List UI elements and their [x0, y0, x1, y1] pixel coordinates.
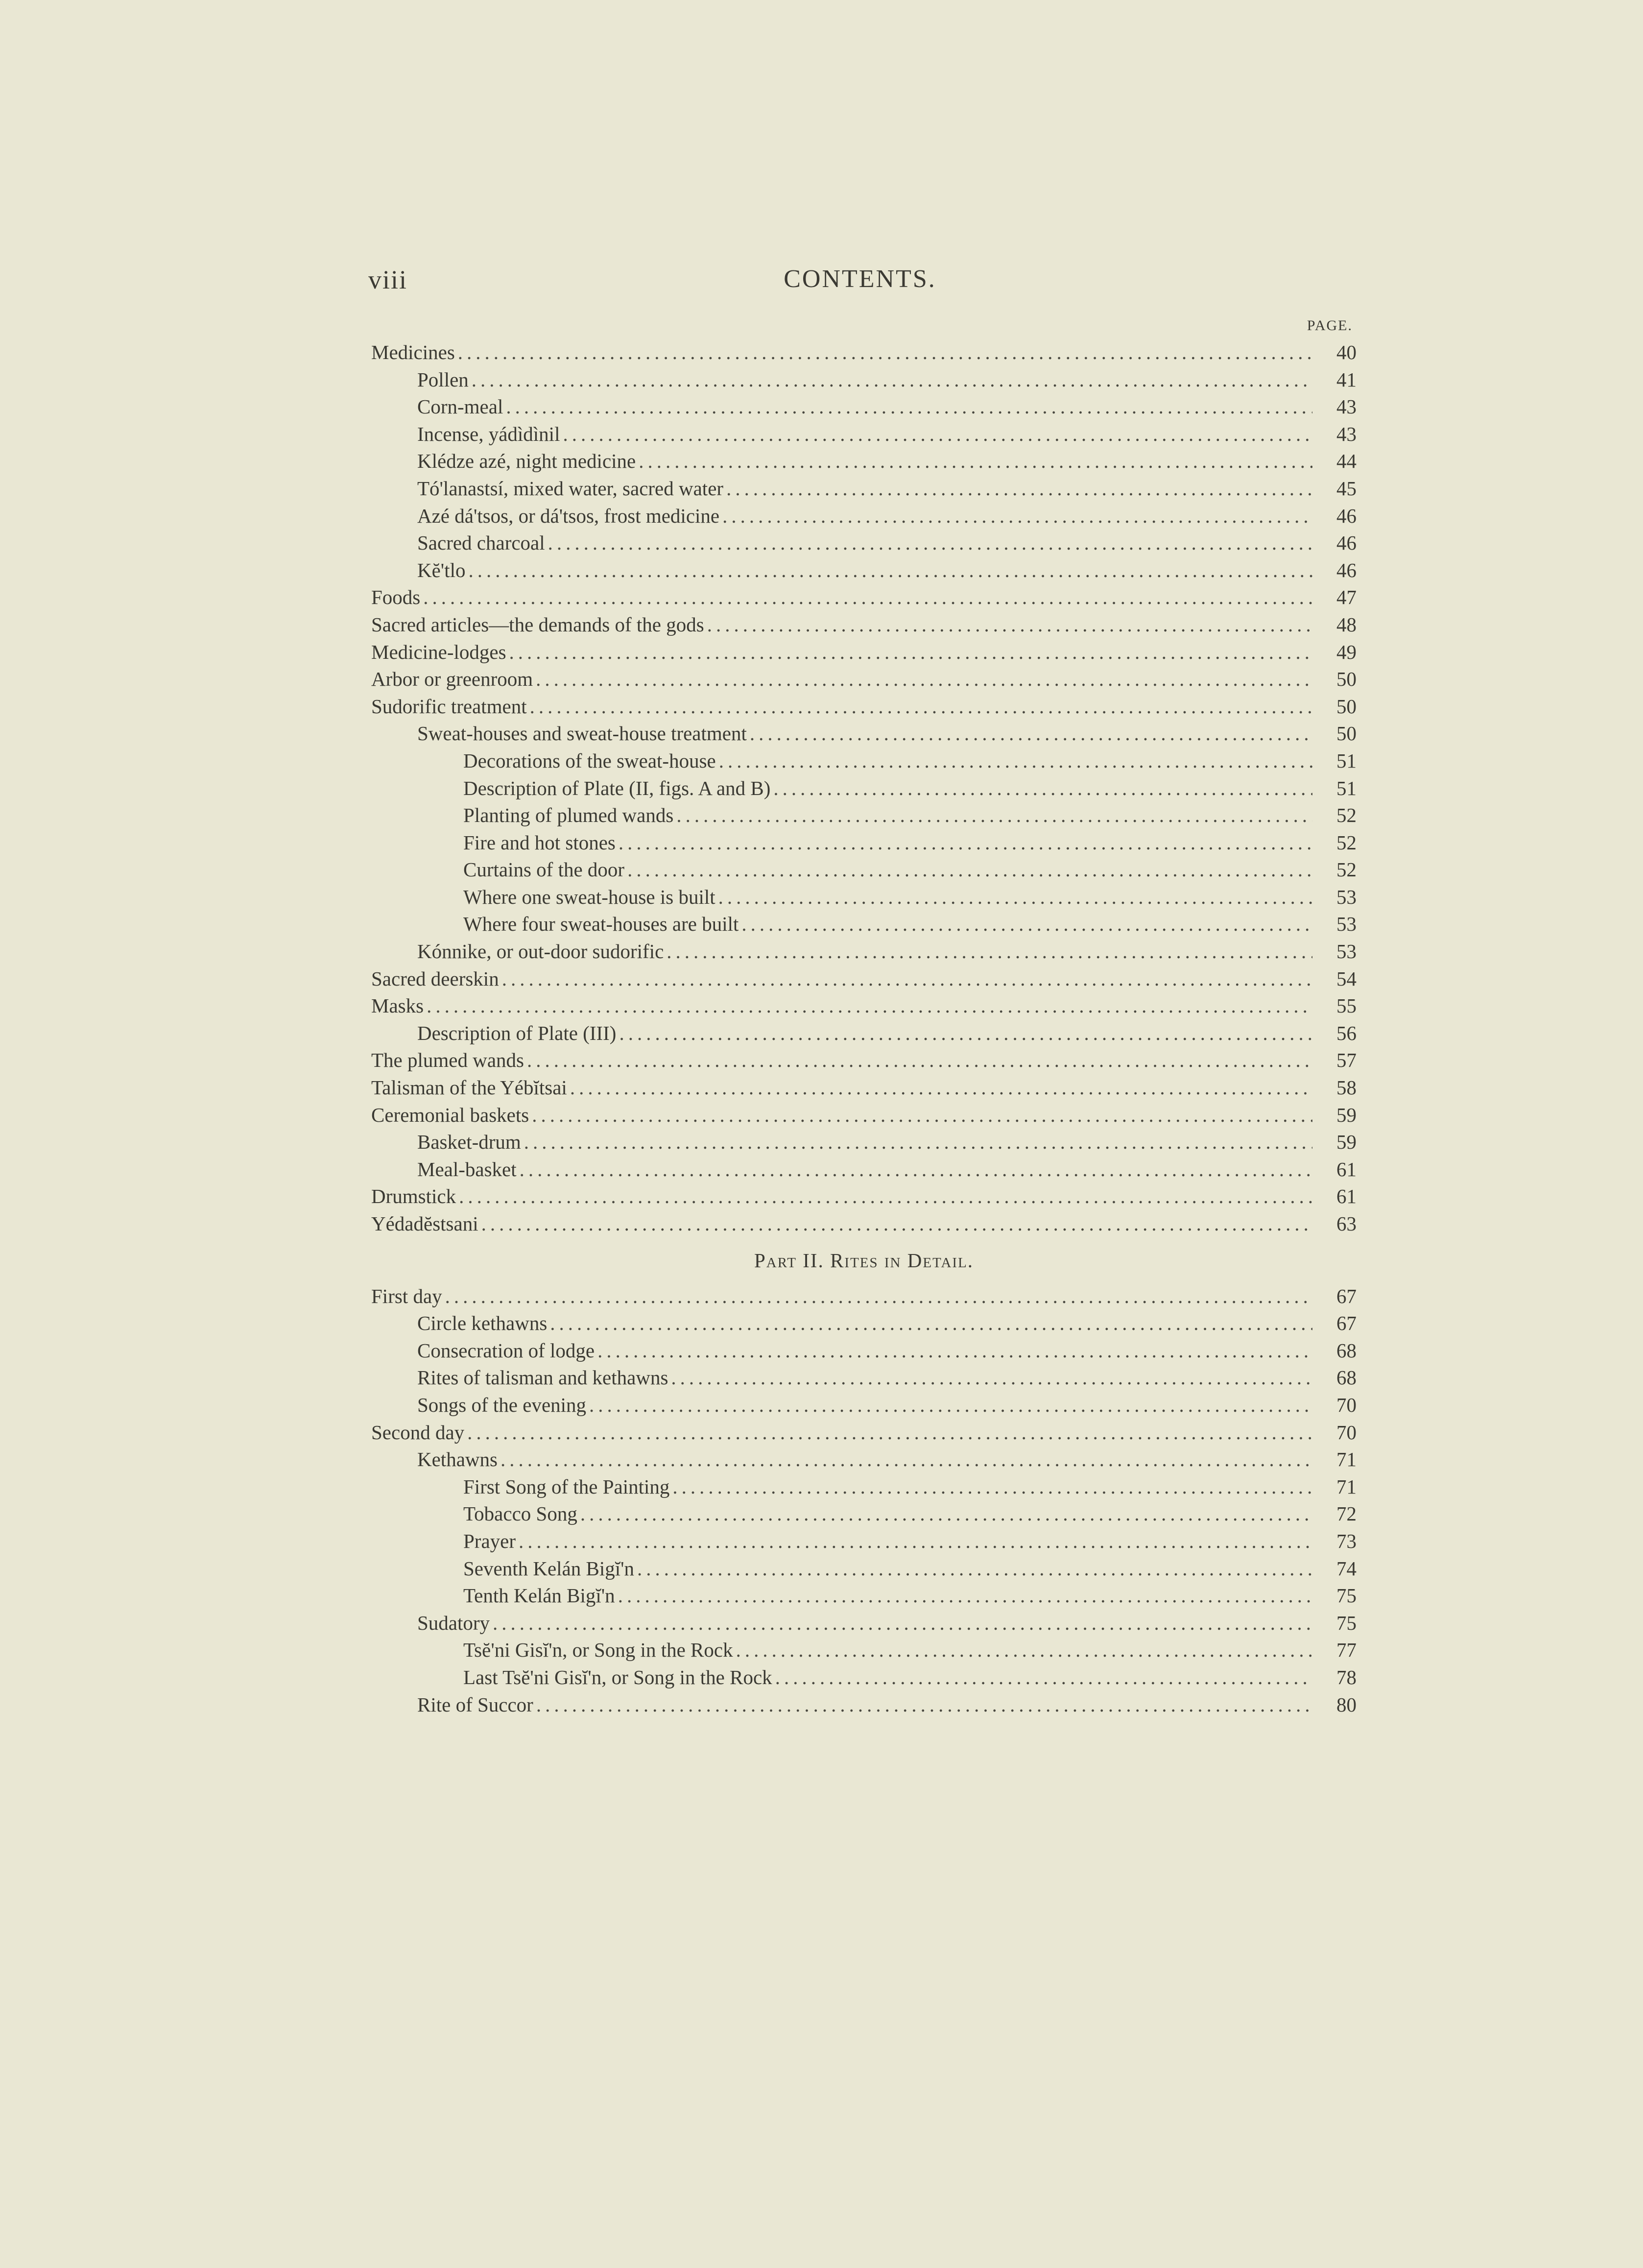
dot-leader [550, 1310, 1312, 1337]
toc-entry-page: 56 [1336, 1021, 1357, 1044]
toc-entry-page: 67 [1336, 1312, 1357, 1335]
dot-leader [519, 1528, 1312, 1555]
part-heading: Part II. Rites in Detail. [754, 1249, 974, 1272]
toc-entry-title-wrap [463, 748, 1312, 775]
toc-entry-page: 46 [1336, 558, 1357, 581]
toc-entry-title-wrap [371, 965, 1312, 993]
toc-entry [371, 693, 1357, 721]
toc-entry-page: 51 [1336, 776, 1357, 799]
toc-entry [371, 339, 1357, 366]
toc-entry-page: 71 [1336, 1475, 1357, 1498]
toc-entry-page: 53 [1336, 885, 1357, 908]
toc-list-part-two [371, 1283, 1357, 1719]
dot-leader [719, 748, 1312, 775]
toc-entry-page: 49 [1336, 640, 1357, 663]
toc-entry-title: Medicines [371, 341, 455, 363]
toc-entry-title: Kĕ'tlo [417, 558, 466, 581]
toc-entry [371, 1392, 1357, 1419]
toc-entry [371, 1637, 1357, 1664]
toc-entry-title: Tsĕ'ni Gisĭ'n, or Song in the Rock [463, 1639, 733, 1662]
toc-entry [371, 1283, 1357, 1310]
toc-entry-title-wrap [371, 1183, 1312, 1210]
toc-entry-title: Kethawns [417, 1448, 498, 1471]
toc-entry-page: 72 [1336, 1502, 1357, 1525]
toc-entry [371, 1500, 1357, 1528]
toc-entry [371, 720, 1357, 748]
toc-entry-page: 67 [1336, 1284, 1357, 1307]
toc-entry-title-wrap [463, 1528, 1312, 1555]
toc-entry-title-wrap [463, 856, 1312, 884]
toc-entry-page: 77 [1336, 1639, 1357, 1662]
toc-entry-title-wrap [417, 1156, 1312, 1183]
toc-entry [371, 611, 1357, 639]
toc-entry-page: 53 [1336, 940, 1357, 963]
toc-entry-title: Sacred charcoal [417, 531, 545, 555]
dot-leader [423, 584, 1312, 611]
toc-entry-title: Medicine-lodges [371, 640, 506, 663]
toc-entry-title-wrap [417, 421, 1312, 448]
dot-leader [750, 720, 1312, 748]
toc-entry-title: Ceremonial baskets [371, 1103, 529, 1126]
toc-entry [371, 503, 1357, 530]
toc-entry-title-wrap [463, 1664, 1312, 1691]
dot-leader [667, 938, 1312, 965]
dot-leader [563, 421, 1312, 448]
toc-entry-title: Description of Plate (II, figs. A and B) [463, 776, 771, 799]
dot-leader [570, 1074, 1312, 1102]
toc-entry-title: Consecration of lodge [417, 1339, 595, 1362]
toc-entry [371, 421, 1357, 448]
toc-entry-title: Rites of talisman and kethawns [417, 1366, 668, 1389]
toc-entry [371, 1310, 1357, 1337]
toc-entry-page: 50 [1336, 722, 1357, 745]
dot-leader [722, 503, 1312, 530]
toc-entry-title: Pollen [417, 368, 469, 391]
toc-entry [371, 557, 1357, 584]
dot-leader [637, 1555, 1312, 1583]
toc-entry-title-wrap [371, 1419, 1312, 1447]
page-header [368, 265, 1352, 299]
toc-entry-title: Seventh Kelán Bigĭ'n [463, 1557, 635, 1580]
dot-leader [481, 1210, 1312, 1238]
toc-entry-page: 61 [1336, 1158, 1357, 1181]
toc-entry-title: Sacred articles—the demands of the gods [371, 613, 704, 636]
toc-entry [371, 884, 1357, 911]
toc-list-part-one [371, 339, 1357, 1238]
toc-entry-title-wrap [463, 1500, 1312, 1528]
toc-entry-title: Rite of Succor [417, 1693, 533, 1716]
toc-entry-title-wrap [417, 1364, 1312, 1392]
toc-entry-title: Drumstick [371, 1185, 456, 1208]
dot-leader [502, 965, 1312, 993]
toc-entry-page: 41 [1336, 368, 1357, 391]
toc-entry-page: 40 [1336, 341, 1357, 363]
dot-leader [500, 1446, 1312, 1473]
toc-entry-title-wrap [371, 666, 1312, 693]
dot-leader [627, 856, 1312, 884]
dot-leader [775, 1664, 1312, 1691]
toc-entry-title: Tenth Kelán Bigĭ'n [463, 1584, 615, 1607]
toc-entry-title: Where four sweat-houses are built [463, 913, 739, 936]
toc-entry [371, 1528, 1357, 1555]
dot-leader [671, 1364, 1312, 1392]
toc-entry-title-wrap [463, 775, 1312, 802]
toc-entry-title-wrap [417, 1310, 1312, 1337]
toc-entry-title: First Song of the Painting [463, 1475, 670, 1498]
toc-entry-page: 68 [1336, 1366, 1357, 1389]
toc-entry-title: Azé dá'tsos, or dá'tsos, frost medicine [417, 504, 720, 527]
toc-entry-title-wrap [371, 1102, 1312, 1129]
toc-entry [371, 775, 1357, 802]
dot-leader [548, 530, 1312, 557]
toc-entry-title: Arbor or greenroom [371, 668, 533, 691]
toc-entry [371, 1473, 1357, 1501]
toc-entry-title: First day [371, 1284, 442, 1307]
toc-entry-page: 55 [1336, 994, 1357, 1017]
toc-entry [371, 530, 1357, 557]
toc-entry-title-wrap [417, 366, 1312, 394]
toc-entry-page: 57 [1336, 1049, 1357, 1072]
dot-leader [509, 639, 1312, 666]
dot-leader [619, 1020, 1312, 1047]
dot-leader [427, 992, 1312, 1020]
toc-entry-page: 46 [1336, 504, 1357, 527]
toc-entry [371, 1446, 1357, 1473]
toc-entry-title-wrap [417, 720, 1312, 748]
dot-leader [459, 1183, 1312, 1210]
toc-entry-title: Description of Plate (III) [417, 1021, 617, 1044]
toc-entry-title-wrap [371, 1283, 1312, 1310]
toc-entry [371, 584, 1357, 611]
toc-entry-title: Corn-meal [417, 395, 503, 418]
toc-entry-title-wrap [417, 557, 1312, 584]
toc-entry-page: 54 [1336, 967, 1357, 990]
dot-leader [530, 693, 1312, 721]
toc-entry [371, 802, 1357, 829]
toc-entry-title: Talisman of the Yébĭtsai [371, 1076, 567, 1099]
toc-entry [371, 639, 1357, 666]
toc-entry-title: Circle kethawns [417, 1312, 548, 1335]
dot-leader [520, 1156, 1312, 1183]
toc-entry [371, 1555, 1357, 1583]
dot-leader [741, 911, 1312, 938]
toc-entry-page: 74 [1336, 1557, 1357, 1580]
toc-entry-title-wrap [417, 530, 1312, 557]
toc-entry-page: 61 [1336, 1185, 1357, 1208]
toc-entry-title: Incense, yádìdìnil [417, 422, 560, 445]
toc-entry-title: Second day [371, 1421, 465, 1444]
toc-entry [371, 1074, 1357, 1102]
toc-entry-title-wrap [371, 1047, 1312, 1074]
toc-entry-page: 48 [1336, 613, 1357, 636]
toc-entry-page: 43 [1336, 395, 1357, 418]
toc-entry [371, 666, 1357, 693]
toc-entry-page: 63 [1336, 1212, 1357, 1235]
toc-entry-title: Curtains of the door [463, 858, 625, 881]
toc-entry [371, 1102, 1357, 1129]
toc-entry-title-wrap [371, 1074, 1312, 1102]
toc-entry-title: Kónnike, or out-door sudorific [417, 940, 664, 963]
toc-entry-title: Planting of plumed wands [463, 804, 674, 827]
toc-entry-title: Masks [371, 994, 424, 1017]
toc-entry [371, 965, 1357, 993]
toc-entry [371, 1664, 1357, 1691]
toc-entry-page: 46 [1336, 531, 1357, 555]
toc-entry-page: 45 [1336, 477, 1357, 500]
toc-entry-page: 71 [1336, 1448, 1357, 1471]
toc-entry [371, 748, 1357, 775]
toc-entry [371, 1020, 1357, 1047]
folio-number: viii [368, 265, 408, 294]
dot-leader [726, 475, 1312, 503]
toc-entry [371, 856, 1357, 884]
toc-entry-title: Basket-drum [417, 1131, 521, 1154]
toc-entry-page: 78 [1336, 1665, 1357, 1689]
dot-leader [676, 802, 1312, 829]
toc-entry-title-wrap [417, 503, 1312, 530]
toc-entry-title-wrap [371, 639, 1312, 666]
toc-entry [371, 938, 1357, 965]
toc-entry [371, 1337, 1357, 1365]
toc-entry-title-wrap [417, 475, 1312, 503]
toc-entry-page: 52 [1336, 831, 1357, 854]
toc-entry-title: Foods [371, 586, 421, 609]
dot-leader [472, 366, 1312, 394]
page-column-label: PAGE. [1307, 317, 1353, 334]
running-title: CONTENTS. [784, 265, 936, 293]
toc-entry-page: 73 [1336, 1529, 1357, 1552]
toc-entry [371, 1610, 1357, 1637]
dot-leader [580, 1500, 1312, 1528]
toc-entry-page: 70 [1336, 1393, 1357, 1416]
toc-entry-title-wrap [463, 802, 1312, 829]
toc-entry [371, 1183, 1357, 1210]
toc-entry-title-wrap [463, 829, 1312, 857]
toc-entry-title: Last Tsĕ'ni Gisĭ'n, or Song in the Rock [463, 1665, 772, 1689]
toc-entry-title: Sacred deerskin [371, 967, 499, 990]
toc-entry-title-wrap [371, 584, 1312, 611]
toc-entry-title: Sweat-houses and sweat-house treatment [417, 722, 747, 745]
toc-entry [371, 448, 1357, 475]
toc-entry-page: 59 [1336, 1131, 1357, 1154]
toc-entry [371, 992, 1357, 1020]
toc-entry-title-wrap [417, 448, 1312, 475]
toc-entry-title: Klédze azé, night medicine [417, 450, 636, 473]
toc-entry [371, 911, 1357, 938]
toc-entry-page: 58 [1336, 1076, 1357, 1099]
toc-entry-title: The plumed wands [371, 1049, 524, 1072]
dot-leader [536, 1691, 1312, 1719]
toc-entry-title-wrap [371, 339, 1312, 366]
toc-entry-title-wrap [417, 1392, 1312, 1419]
toc-entry-title-wrap [463, 1473, 1312, 1501]
toc-entry-page: 80 [1336, 1693, 1357, 1716]
dot-leader [618, 1582, 1312, 1610]
toc-entry-title: Meal-basket [417, 1158, 517, 1181]
toc-entry-page: 50 [1336, 695, 1357, 718]
toc-entry [371, 366, 1357, 394]
toc-entry-page: 50 [1336, 668, 1357, 691]
toc-entry-title: Where one sweat-house is built [463, 885, 715, 908]
toc-entry-page: 44 [1336, 450, 1357, 473]
dot-leader [773, 775, 1312, 802]
toc-entry-title: Yédadĕstsani [371, 1212, 478, 1235]
dot-leader [589, 1392, 1312, 1419]
toc-entry-page: 52 [1336, 858, 1357, 881]
toc-entry-page: 75 [1336, 1584, 1357, 1607]
toc-entry [371, 1582, 1357, 1610]
toc-entry-title-wrap [417, 938, 1312, 965]
toc-entry-title-wrap [371, 992, 1312, 1020]
toc-entry-title-wrap [417, 1691, 1312, 1719]
toc-entry-title: Prayer [463, 1529, 516, 1552]
toc-entry-title: Sudatory [417, 1611, 490, 1634]
table-of-contents [371, 339, 1357, 1718]
toc-entry-title-wrap [417, 1446, 1312, 1473]
dot-leader [619, 829, 1312, 857]
dot-leader [527, 1047, 1312, 1074]
toc-entry-title: Decorations of the sweat-house [463, 749, 716, 772]
dot-leader [707, 611, 1312, 639]
toc-entry-page: 59 [1336, 1103, 1357, 1126]
dot-leader [458, 339, 1312, 366]
toc-entry [371, 1419, 1357, 1447]
toc-entry [371, 1047, 1357, 1074]
toc-entry-title-wrap [417, 1610, 1312, 1637]
dot-leader [468, 557, 1312, 584]
toc-entry [371, 1156, 1357, 1183]
dot-leader [639, 448, 1312, 475]
toc-entry [371, 1129, 1357, 1156]
toc-entry [371, 1210, 1357, 1238]
toc-entry-page: 53 [1336, 913, 1357, 936]
toc-entry-title-wrap [417, 1337, 1312, 1365]
toc-entry-page: 51 [1336, 749, 1357, 772]
toc-entry [371, 393, 1357, 421]
dot-leader [536, 666, 1312, 693]
toc-entry-title-wrap [371, 693, 1312, 721]
dot-leader [493, 1610, 1312, 1637]
dot-leader [718, 884, 1312, 911]
toc-entry [371, 475, 1357, 503]
dot-leader [467, 1419, 1312, 1447]
toc-entry-page: 52 [1336, 804, 1357, 827]
toc-entry-title-wrap [417, 393, 1312, 421]
dot-leader [736, 1637, 1312, 1664]
toc-entry-title-wrap [417, 1129, 1312, 1156]
toc-entry-title-wrap [463, 1637, 1312, 1664]
toc-entry [371, 1691, 1357, 1719]
toc-entry-title-wrap [463, 1582, 1312, 1610]
dot-leader [506, 393, 1312, 421]
toc-entry [371, 1364, 1357, 1392]
toc-entry-page: 43 [1336, 422, 1357, 445]
toc-entry-title: Fire and hot stones [463, 831, 616, 854]
dot-leader [532, 1102, 1312, 1129]
dot-leader [524, 1129, 1312, 1156]
toc-entry-page: 70 [1336, 1421, 1357, 1444]
toc-entry-title-wrap [463, 1555, 1312, 1583]
toc-entry [371, 829, 1357, 857]
dot-leader [445, 1283, 1312, 1310]
toc-entry-title: Songs of the evening [417, 1393, 587, 1416]
toc-entry-title-wrap [371, 1210, 1312, 1238]
toc-entry-title-wrap [417, 1020, 1312, 1047]
toc-entry-title-wrap [371, 611, 1312, 639]
toc-entry-page: 68 [1336, 1339, 1357, 1362]
toc-entry-title-wrap [463, 884, 1312, 911]
toc-entry-title-wrap [463, 911, 1312, 938]
toc-entry-title: Tó'lanastsí, mixed water, sacred water [417, 477, 724, 500]
dot-leader [672, 1473, 1312, 1501]
toc-entry-title: Tobacco Song [463, 1502, 577, 1525]
dot-leader [597, 1337, 1312, 1365]
toc-entry-page: 47 [1336, 586, 1357, 609]
toc-entry-title: Sudorific treatment [371, 695, 527, 718]
toc-entry-page: 75 [1336, 1611, 1357, 1634]
